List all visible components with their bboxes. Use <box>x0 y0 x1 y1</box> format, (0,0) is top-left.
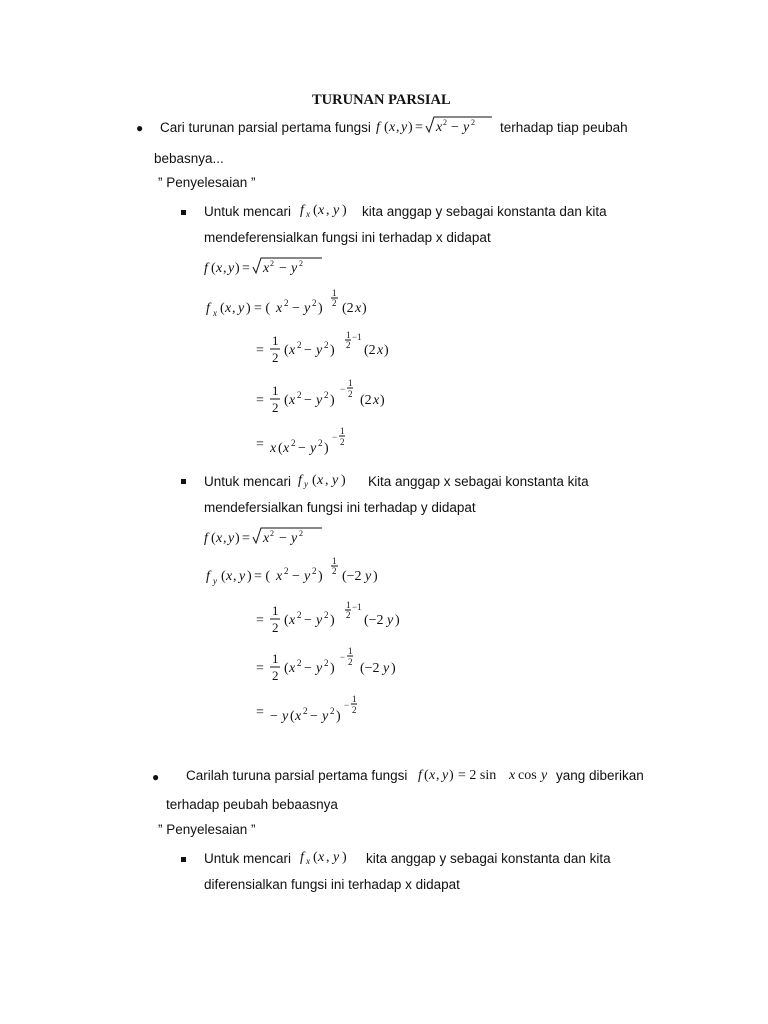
svg-text:1: 1 <box>272 651 279 666</box>
svg-text:y: y <box>333 203 340 218</box>
svg-text:x: x <box>225 301 232 316</box>
q2-penyelesaian: ” Penyelesaian ” <box>158 822 256 837</box>
svg-text:x: x <box>263 261 270 276</box>
svg-text:,: , <box>436 768 440 783</box>
svg-text:x: x <box>216 531 223 546</box>
svg-text:x: x <box>213 308 217 318</box>
svg-text:=: = <box>256 437 264 452</box>
svg-text:2: 2 <box>272 350 279 365</box>
svg-text:x: x <box>509 768 516 783</box>
svg-text:,: , <box>232 301 236 316</box>
svg-text:2: 2 <box>312 298 317 308</box>
svg-text:−1: −1 <box>352 332 362 342</box>
svg-text:(: ( <box>313 203 318 218</box>
svg-text:): ) <box>235 531 240 546</box>
svg-text:(: ( <box>221 569 226 584</box>
svg-text:2: 2 <box>297 340 302 350</box>
svg-text:(: ( <box>312 473 317 488</box>
svg-text:2: 2 <box>332 298 337 308</box>
svg-text:x: x <box>306 209 310 219</box>
svg-text:2: 2 <box>318 438 323 448</box>
svg-text:): ) <box>330 613 335 628</box>
svg-text:,: , <box>233 569 237 584</box>
svg-text:): ) <box>330 661 335 676</box>
svg-text:−: − <box>304 661 312 676</box>
svg-text:x: x <box>283 441 290 456</box>
svg-text:y: y <box>442 768 449 783</box>
svg-text:): ) <box>380 393 385 408</box>
svg-text:): ) <box>342 203 347 218</box>
svg-text:2: 2 <box>272 668 279 683</box>
svg-text:): ) <box>395 613 400 628</box>
svg-text:): ) <box>318 569 323 584</box>
svg-text:(: ( <box>211 531 216 546</box>
svg-text:x: x <box>263 531 270 546</box>
svg-text:(: ( <box>284 613 289 628</box>
svg-text:x: x <box>289 661 296 676</box>
svg-text:2: 2 <box>324 340 329 350</box>
svg-text:(2: (2 <box>342 301 354 316</box>
svg-text:−: − <box>270 709 278 724</box>
q2-text-after: yang diberikan <box>556 768 644 783</box>
svg-text:2: 2 <box>352 705 357 715</box>
svg-text:=: = <box>256 705 264 720</box>
svg-text:2: 2 <box>443 118 447 127</box>
svg-text:1: 1 <box>272 383 279 398</box>
q2-text-before: Carilah turuna parsial pertama fungsi <box>186 768 408 783</box>
svg-text:2: 2 <box>270 529 274 538</box>
svg-text:y: y <box>387 613 394 628</box>
svg-text:(−2: (−2 <box>364 613 384 628</box>
svg-text:x: x <box>276 301 283 316</box>
bullet-dot-icon: ● <box>136 121 144 135</box>
svg-text:2: 2 <box>272 620 279 635</box>
svg-text:1: 1 <box>346 600 351 610</box>
svg-text:f: f <box>300 850 304 865</box>
q1-partx-label <box>298 198 362 222</box>
svg-text:y: y <box>316 343 323 358</box>
svg-text:2: 2 <box>291 438 296 448</box>
svg-text:y: y <box>310 441 317 456</box>
svg-text:): ) <box>330 343 335 358</box>
svg-text:x: x <box>436 120 443 135</box>
svg-text:(: ( <box>211 261 216 276</box>
svg-text:y: y <box>228 531 235 546</box>
svg-text:): ) <box>246 301 251 316</box>
svg-text:1: 1 <box>348 378 353 388</box>
q1-party-text-after: Kita anggap x sebagai konstanta kita <box>368 474 589 489</box>
q1-text-before: Cari turunan parsial pertama fungsi <box>160 120 371 135</box>
svg-text:(: ( <box>313 850 318 865</box>
svg-text:f: f <box>418 768 422 783</box>
svg-text:−: − <box>304 613 312 628</box>
svg-text:y: y <box>238 301 245 316</box>
svg-text:,: , <box>223 531 227 546</box>
q1-penyelesaian: ” Penyelesaian ” <box>158 175 256 190</box>
q1-partx-text-after: kita anggap y sebagai konstanta dan kita <box>362 204 607 219</box>
svg-text:2: 2 <box>297 658 302 668</box>
svg-text:,: , <box>326 850 330 865</box>
q2-function-equation <box>416 762 556 786</box>
q2-line2: terhadap peubah bebaasnya <box>166 797 338 812</box>
svg-text:(: ( <box>384 120 389 135</box>
svg-text:): ) <box>342 850 347 865</box>
q1-party-line2: mendefersialkan fungsi ini terhadap y didapat <box>204 500 476 515</box>
svg-text:1: 1 <box>340 426 345 436</box>
svg-text:−: − <box>340 652 346 662</box>
svg-text:= (: = ( <box>254 301 271 316</box>
svg-text:y: y <box>541 768 548 783</box>
svg-text:−: − <box>310 709 318 724</box>
svg-text:x: x <box>377 343 384 358</box>
bullet-square-icon <box>181 479 186 484</box>
svg-text:−: − <box>344 700 350 710</box>
svg-text:y: y <box>365 569 372 584</box>
bullet-square-icon <box>181 857 186 862</box>
svg-text:(: ( <box>284 661 289 676</box>
svg-text:y: y <box>333 850 340 865</box>
svg-text:−: − <box>298 441 306 456</box>
svg-text:): ) <box>391 661 396 676</box>
svg-text:−: − <box>332 432 338 442</box>
svg-text:−: − <box>304 343 312 358</box>
svg-text:y: y <box>228 261 235 276</box>
svg-text:f: f <box>300 203 304 218</box>
svg-text:2: 2 <box>348 389 353 399</box>
svg-text:1: 1 <box>332 556 337 566</box>
svg-text:): ) <box>336 709 341 724</box>
svg-text:2: 2 <box>303 706 308 716</box>
q1-party-text-before: Untuk mencari <box>204 474 292 489</box>
svg-text:x: x <box>318 850 325 865</box>
svg-text:x: x <box>276 569 283 584</box>
svg-text:(: ( <box>284 393 289 408</box>
svg-text:2: 2 <box>284 566 289 576</box>
svg-text:=: = <box>256 393 264 408</box>
svg-text:1: 1 <box>272 603 279 618</box>
svg-text:cos: cos <box>518 768 537 783</box>
svg-text:): ) <box>384 343 389 358</box>
svg-text:2: 2 <box>284 298 289 308</box>
svg-text:x: x <box>270 441 277 456</box>
svg-text:2: 2 <box>340 437 345 447</box>
svg-text:=: = <box>242 531 250 546</box>
svg-text:1: 1 <box>272 333 279 348</box>
bullet-dot-icon: ● <box>152 770 160 784</box>
svg-text:y: y <box>304 479 308 489</box>
svg-text:−: − <box>292 301 300 316</box>
q1-line2: bebasnya... <box>154 151 224 166</box>
svg-text:x: x <box>317 473 324 488</box>
svg-text:y: y <box>463 120 470 135</box>
svg-text:(: ( <box>424 768 429 783</box>
q2-partx-text-before: Untuk mencari <box>204 851 292 866</box>
svg-text:−: − <box>340 384 346 394</box>
svg-text:2: 2 <box>324 658 329 668</box>
svg-text:1: 1 <box>348 646 353 656</box>
svg-text:=: = <box>415 120 423 135</box>
svg-text:(−2: (−2 <box>360 661 380 676</box>
svg-text:−: − <box>451 120 459 135</box>
svg-text:y: y <box>282 709 289 724</box>
svg-text:y: y <box>213 576 217 586</box>
svg-text:y: y <box>316 661 323 676</box>
svg-text:): ) <box>449 768 454 783</box>
q1-function-equation <box>374 114 496 140</box>
svg-text:2: 2 <box>332 566 337 576</box>
svg-text:x: x <box>389 120 396 135</box>
q1-partx-derivation <box>200 252 500 462</box>
svg-text:f: f <box>204 261 208 276</box>
svg-text:f: f <box>206 569 210 584</box>
svg-text:x: x <box>306 856 310 866</box>
svg-text:x: x <box>216 261 223 276</box>
svg-text:y: y <box>322 709 329 724</box>
q2-partx-label <box>298 845 362 869</box>
svg-text:2: 2 <box>330 706 335 716</box>
svg-text:f: f <box>376 120 380 135</box>
bullet-square-icon <box>181 210 186 215</box>
svg-text:y: y <box>316 613 323 628</box>
svg-text:−: − <box>279 531 287 546</box>
svg-text:1: 1 <box>332 288 337 298</box>
svg-text:y: y <box>383 661 390 676</box>
q1-partx-line2: mendeferensialkan fungsi ini terhadap x didapat <box>204 230 491 245</box>
svg-text:,: , <box>223 261 227 276</box>
svg-text:=: = <box>242 261 250 276</box>
svg-text:): ) <box>408 120 413 135</box>
q1-party-label <box>296 468 362 492</box>
svg-text:=: = <box>256 613 264 628</box>
svg-text:y: y <box>304 569 311 584</box>
svg-text:,: , <box>396 120 400 135</box>
svg-text:= (: = ( <box>254 569 271 584</box>
svg-text:2: 2 <box>299 259 303 268</box>
svg-text:−: − <box>292 569 300 584</box>
svg-text:2: 2 <box>297 390 302 400</box>
svg-text:): ) <box>341 473 346 488</box>
svg-text:=: = <box>256 661 264 676</box>
svg-text:(: ( <box>220 301 225 316</box>
svg-text:): ) <box>324 441 329 456</box>
svg-text:(−2: (−2 <box>342 569 362 584</box>
svg-text:2: 2 <box>297 610 302 620</box>
svg-text:,: , <box>326 203 330 218</box>
q1-text-after: terhadap tiap peubah <box>500 120 628 135</box>
q2-partx-line2: diferensialkan fungsi ini terhadap x didapat <box>204 877 460 892</box>
svg-text:): ) <box>330 393 335 408</box>
svg-text:2: 2 <box>299 529 303 538</box>
svg-text:x: x <box>289 343 296 358</box>
svg-text:2: 2 <box>346 340 351 350</box>
svg-text:f: f <box>298 473 302 488</box>
q2-partx-text-after: kita anggap y sebagai konstanta dan kita <box>366 851 611 866</box>
svg-text:2: 2 <box>312 566 317 576</box>
svg-text:(2: (2 <box>360 393 372 408</box>
svg-text:f: f <box>204 531 208 546</box>
svg-text:1: 1 <box>346 330 351 340</box>
svg-text:): ) <box>247 569 252 584</box>
svg-text:2: 2 <box>272 400 279 415</box>
svg-text:2: 2 <box>324 610 329 620</box>
svg-text:1: 1 <box>352 694 357 704</box>
svg-text:2: 2 <box>348 657 353 667</box>
svg-text:,: , <box>325 473 329 488</box>
svg-text:y: y <box>291 531 298 546</box>
svg-text:): ) <box>235 261 240 276</box>
page-title: TURUNAN PARSIAL <box>312 92 451 108</box>
svg-text:=: = <box>256 343 264 358</box>
svg-text:2: 2 <box>324 390 329 400</box>
svg-text:f: f <box>206 301 210 316</box>
svg-text:y: y <box>401 120 408 135</box>
svg-text:y: y <box>291 261 298 276</box>
svg-text:y: y <box>316 393 323 408</box>
q1-partx-text-before: Untuk mencari <box>204 204 292 219</box>
svg-text:y: y <box>239 569 246 584</box>
svg-text:2: 2 <box>471 118 475 127</box>
svg-text:−: − <box>304 393 312 408</box>
svg-text:x: x <box>373 393 380 408</box>
svg-text:): ) <box>373 569 378 584</box>
svg-text:): ) <box>318 301 323 316</box>
svg-text:2: 2 <box>346 610 351 620</box>
q1-party-derivation <box>200 522 500 732</box>
svg-text:y: y <box>304 301 311 316</box>
svg-text:x: x <box>355 301 362 316</box>
svg-text:x: x <box>226 569 233 584</box>
svg-text:x: x <box>318 203 325 218</box>
svg-text:(: ( <box>284 343 289 358</box>
svg-text:(2: (2 <box>364 343 376 358</box>
svg-text:y: y <box>332 473 339 488</box>
svg-text:(: ( <box>290 709 295 724</box>
svg-text:−: − <box>279 261 287 276</box>
svg-text:): ) <box>362 301 367 316</box>
svg-text:x: x <box>289 393 296 408</box>
svg-text:x: x <box>295 709 302 724</box>
svg-text:(: ( <box>278 441 283 456</box>
svg-text:= 2 sin: = 2 sin <box>458 768 497 783</box>
svg-text:−1: −1 <box>352 602 362 612</box>
svg-text:x: x <box>429 768 436 783</box>
svg-text:2: 2 <box>270 259 274 268</box>
svg-text:x: x <box>289 613 296 628</box>
